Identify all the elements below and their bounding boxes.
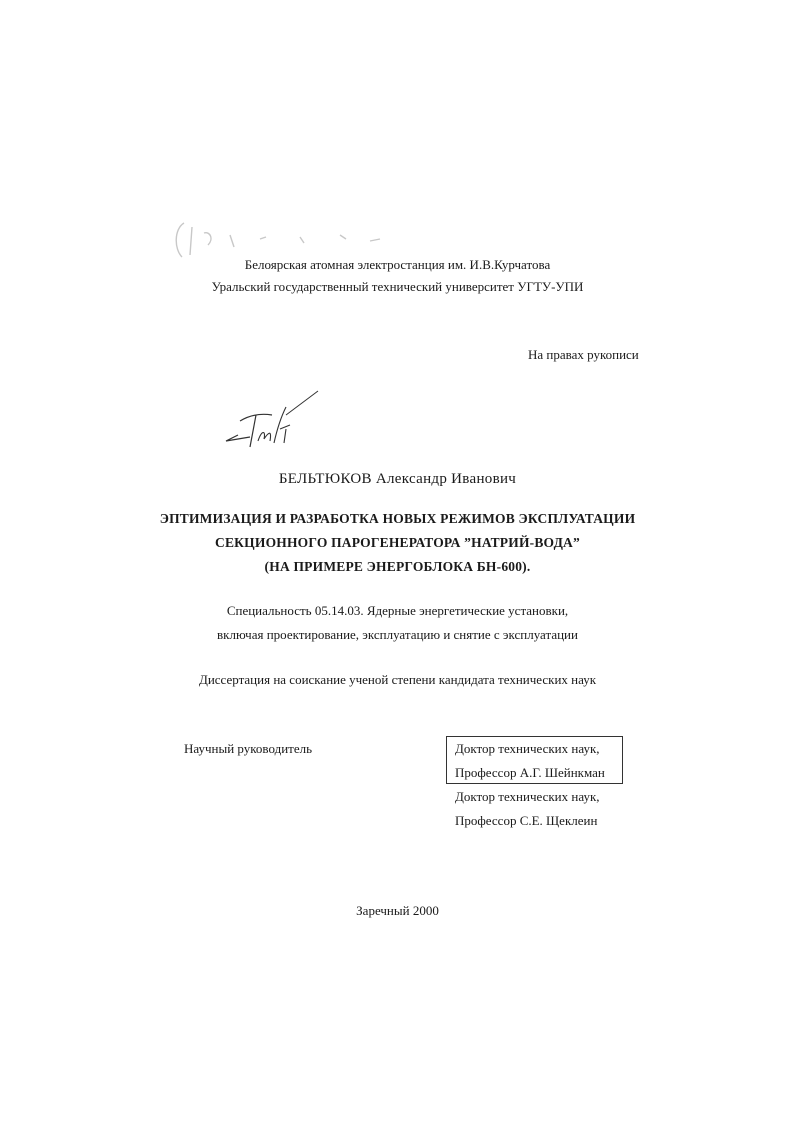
author-signature: [220, 385, 330, 455]
advisor-2-name: Профессор С.Е. Щеклеин: [455, 813, 598, 828]
author-name: БЕЛЬТЮКОВ Александр Иванович: [278, 471, 517, 487]
title-line-3: (НА ПРИМЕРЕ ЭНЕРГОБЛОКА БН-600).: [264, 559, 531, 574]
title-line-1: ЭПТИМИЗАЦИЯ И РАЗРАБОТКА НОВЫХ РЕЖИМОВ ЭКСПЛУАТАЦИИ: [159, 511, 636, 526]
advisor-1-name: Профессор А.Г. Шейнкман: [455, 765, 605, 780]
advisor-1-degree: Доктор технических наук,: [455, 741, 600, 756]
organization-2: Уральский государственный технический университет УГТУ-УПИ: [211, 279, 584, 294]
supervisor-label: Научный руководитель: [184, 741, 313, 756]
city-year: Заречный 2000: [356, 903, 439, 918]
specialty-line-2: включая проектирование, эксплуатацию и снятие с эксплуатации: [217, 627, 578, 642]
organization-1: Белоярская атомная электростанция им. И.В.Курчатова: [244, 257, 551, 272]
manuscript-rights-note: На правах рукописи: [528, 347, 639, 362]
degree-statement: Диссертация на соискание ученой степени кандидата технических наук: [198, 672, 597, 687]
advisor-2-degree: Доктор технических наук,: [455, 789, 600, 804]
specialty-line-1: Специальность 05.14.03. Ядерные энергетические установки,: [226, 603, 569, 618]
title-line-2: СЕКЦИОННОГО ПАРОГЕНЕРАТОРА ”НАТРИЙ-ВОДА”: [215, 535, 580, 550]
